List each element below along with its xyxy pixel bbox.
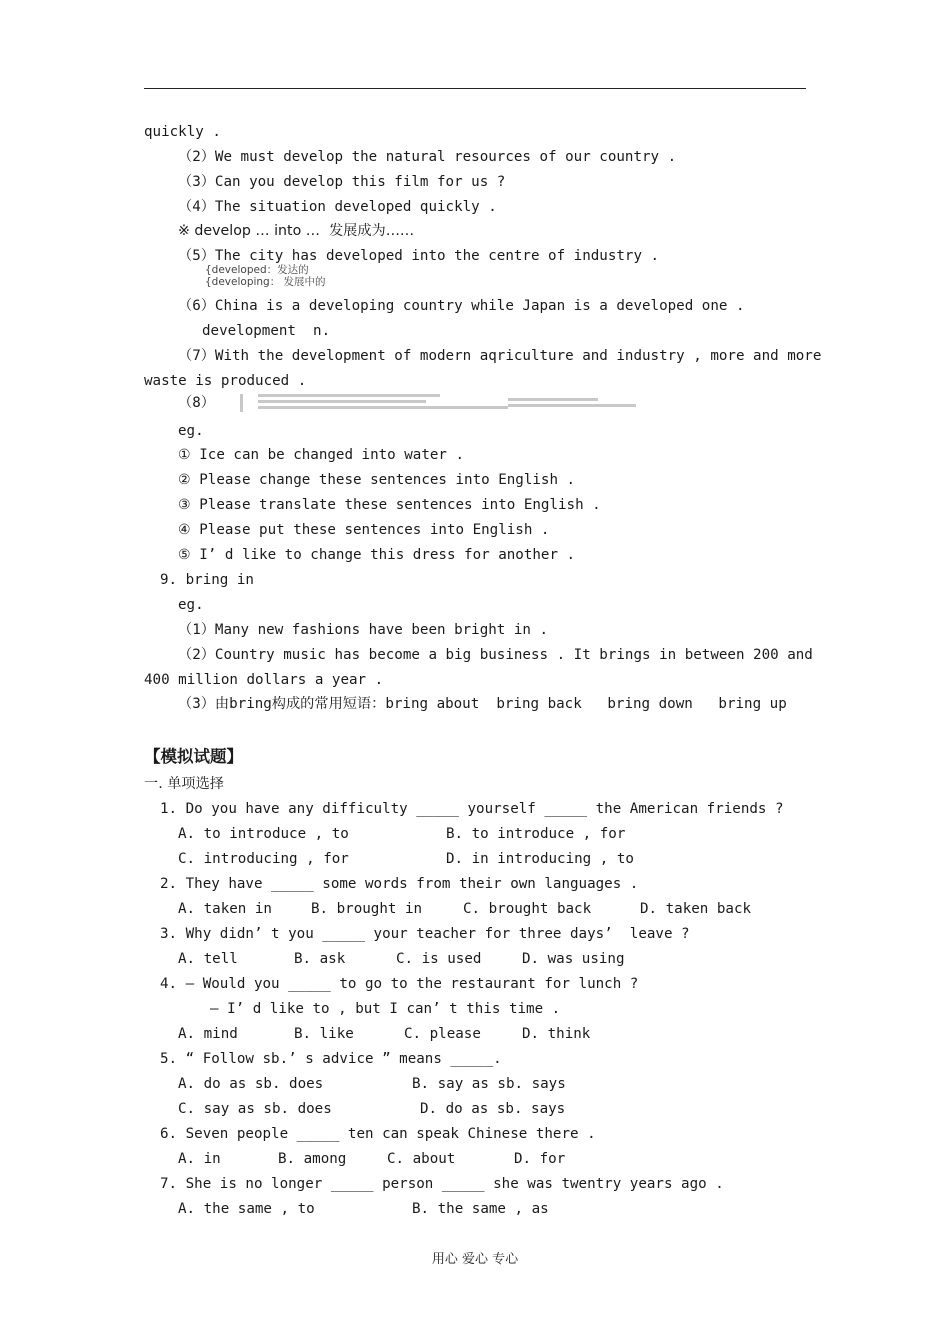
option: C. brought back [463, 901, 592, 917]
text-line: ⑤ I’ d like to change this dress for another . [178, 547, 576, 563]
option: B. to introduce , for [446, 826, 626, 842]
text-line: （2）We must develop the natural resources of our country . [178, 149, 677, 165]
option: A. taken in [178, 901, 272, 917]
brace-note: {developing： 发展中的 [205, 276, 326, 288]
question-7: 7. She is no longer _____ person _____ she was twentry years ago . [160, 1176, 724, 1192]
text-line: （3）由bring构成的常用短语：bring about bring back bring down bring up [178, 696, 787, 712]
text-line: （3）Can you develop this film for us ? [178, 174, 506, 190]
blurred-image [240, 392, 636, 414]
question-4: 4. — Would you _____ to go to the restaurant for lunch ? [160, 976, 639, 992]
text-line: quickly . [144, 124, 221, 140]
dialogue-line: — I’ d like to , but I can’ t this time . [210, 1001, 561, 1017]
text-line: ③ Please translate these sentences into English . [178, 497, 601, 513]
option: C. please [404, 1026, 481, 1042]
text-line: （8） [178, 395, 215, 411]
text-line: waste is produced . [144, 373, 307, 389]
option: B. like [294, 1026, 354, 1042]
brace-note: {developed：发达的 [205, 264, 309, 276]
text-line: development n. [202, 323, 331, 339]
section-heading: 【模拟试题】 [144, 747, 243, 766]
question-6: 6. Seven people _____ ten can speak Chinese there . [160, 1126, 596, 1142]
page-footer: 用心 爱心 专心 [431, 1252, 519, 1267]
text-line: eg. [178, 597, 204, 613]
text-line: ② Please change these sentences into English . [178, 472, 576, 488]
option: D. was using [522, 951, 625, 967]
option: B. brought in [311, 901, 423, 917]
text-line: （1）Many new fashions have been bright in . [178, 622, 549, 638]
text-line: ④ Please put these sentences into English . [178, 522, 550, 538]
option: B. ask [294, 951, 346, 967]
text-line: ① Ice can be changed into water . [178, 447, 465, 463]
option: B. among [278, 1151, 347, 1167]
option: C. say as sb. does [178, 1101, 332, 1117]
option: C. is used [396, 951, 482, 967]
option: D. in introducing , to [446, 851, 634, 867]
option: A. the same , to [178, 1201, 315, 1217]
text-line: 9. bring in [160, 572, 254, 588]
option: A. do as sb. does [178, 1076, 324, 1092]
option: A. in [178, 1151, 221, 1167]
option: B. say as sb. says [412, 1076, 566, 1092]
option: D. taken back [640, 901, 752, 917]
question-1: 1. Do you have any difficulty _____ yourself _____ the American friends ? [160, 801, 784, 817]
option: C. introducing , for [178, 851, 349, 867]
subsection-heading: 一. 单项选择 [144, 776, 224, 792]
question-5: 5. “ Follow sb.’ s advice ” means _____. [160, 1051, 502, 1067]
option: A. to introduce , to [178, 826, 349, 842]
option: C. about [387, 1151, 456, 1167]
option: A. mind [178, 1026, 238, 1042]
text-line: 400 million dollars a year . [144, 672, 384, 688]
option: D. think [522, 1026, 591, 1042]
text-line: （5）The city has developed into the centre of industry . [178, 248, 660, 264]
text-line: ※ develop … into … 发展成为…… [178, 223, 415, 239]
header-rule [144, 88, 806, 89]
text-line: （7）With the development of modern aqriculture and industry , more and more [178, 348, 822, 364]
question-3: 3. Why didn’ t you _____ your teacher for three days’ leave ? [160, 926, 690, 942]
text-line: eg. [178, 423, 204, 439]
text-line: （4）The situation developed quickly . [178, 199, 497, 215]
option: A. tell [178, 951, 238, 967]
option: B. the same , as [412, 1201, 549, 1217]
option: D. do as sb. says [420, 1101, 566, 1117]
text-line: （2）Country music has become a big business . It brings in between 200 and [178, 647, 813, 663]
question-2: 2. They have _____ some words from their own languages . [160, 876, 639, 892]
text-line: （6）China is a developing country while Japan is a developed one . [178, 298, 745, 314]
option: D. for [514, 1151, 566, 1167]
